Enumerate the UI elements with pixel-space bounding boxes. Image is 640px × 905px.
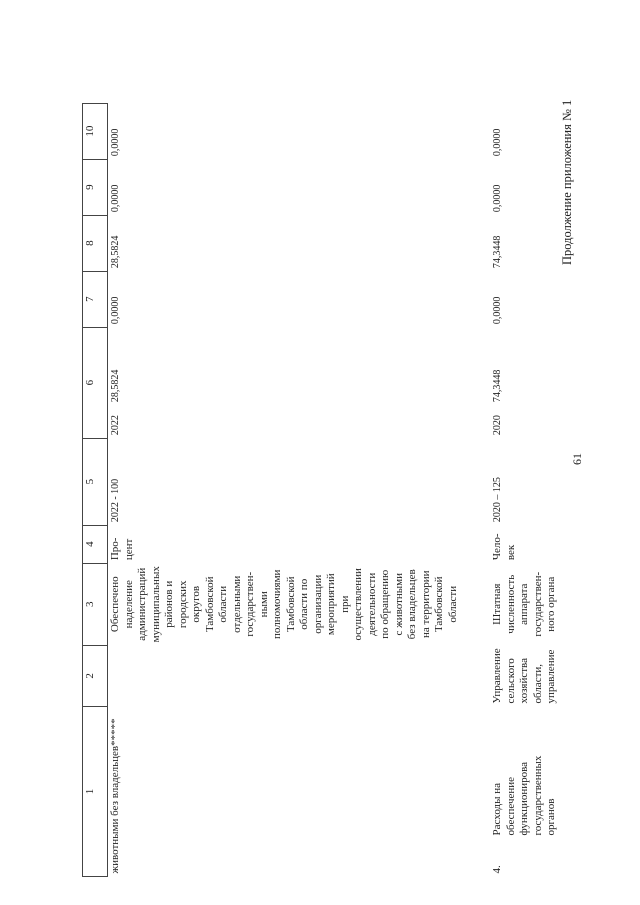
row1-col-8: 28,5824 <box>110 235 121 269</box>
table-row <box>490 103 560 876</box>
row1-col-5: 2022 - 100 <box>110 478 121 523</box>
row1-col-2 <box>108 645 491 706</box>
page-number: 61 <box>570 453 584 465</box>
row1-col-4: Про-цент <box>109 537 135 561</box>
header-col-2: 2 <box>83 645 108 706</box>
row2-col-4: Чело-век <box>491 533 517 561</box>
header-col-1: 1 <box>83 707 108 877</box>
row1-col-1: животными без владельцев***** <box>109 718 121 874</box>
continuation-title: Продолжение приложения № 1 <box>560 99 574 265</box>
row1-col-6-value: 28,5824 <box>110 369 121 403</box>
data-table <box>82 103 560 877</box>
header-row <box>83 103 108 876</box>
row2-col-7: 0,0000 <box>492 296 503 325</box>
header-col-4: 4 <box>83 525 108 563</box>
row2-col-6-value: 74,3448 <box>492 369 503 403</box>
row2-col-5: 2020 – 125 <box>492 477 503 523</box>
row2-col-1 <box>490 707 560 877</box>
row2-title: Расходы на обеспечение функционирова государственных органов <box>491 755 557 836</box>
header-col-9: 9 <box>83 159 108 215</box>
table-row <box>108 103 491 876</box>
header-col-10: 10 <box>83 103 108 159</box>
row2-col-3: Штатная численность аппарата государствен-ного органа <box>491 571 557 637</box>
header-col-3: 3 <box>83 563 108 645</box>
row2-number: 4. <box>491 865 503 874</box>
header-col-8: 8 <box>83 215 108 271</box>
row2-col-9: 0,0000 <box>492 184 503 213</box>
row2-col-10: 0,0000 <box>492 128 503 157</box>
row1-col-6-year: 2022 <box>110 415 121 436</box>
row1-col-7: 0,0000 <box>110 296 121 325</box>
row1-col-9: 0,0000 <box>110 184 121 213</box>
header-col-5: 5 <box>83 438 108 525</box>
header-col-6: 6 <box>83 327 108 438</box>
row2-col-6-year: 2020 <box>492 415 503 436</box>
row2-col-2: Управление сельского хозяйства области, управление <box>491 648 557 704</box>
row2-col-8: 74,3448 <box>492 235 503 269</box>
row1-col-10: 0,0000 <box>110 128 121 157</box>
row1-col-3: Обеспечено наделение администраций муниципальных районов и городских округов Тамбовской области отдельными государствен-ными полномочиями Тамбовской области по организации мероприятий при осуществлении деятельности по обращению с животными без владельцев на территории Тамбовской области <box>109 566 459 643</box>
header-col-7: 7 <box>83 271 108 327</box>
